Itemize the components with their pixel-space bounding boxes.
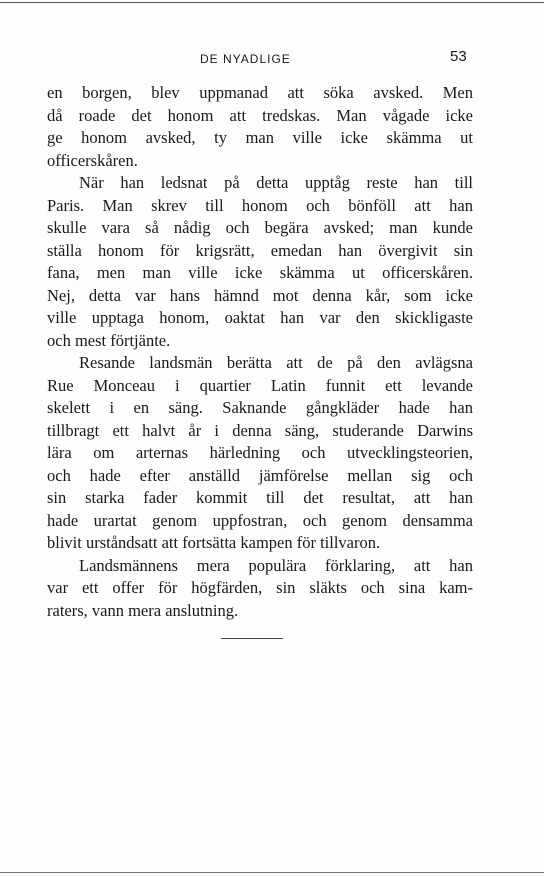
page-number: 53 [450,48,467,65]
text-line: sin starka fader kommit till det resultat, att han [47,488,473,507]
running-head: DE NYADLIGE [200,52,291,66]
text-line: raters, vann mera anslutning. [47,600,239,620]
text-line: och hade efter anställd jämförelse mellan sig och [47,465,473,485]
text-line: lära om arternas härledning och utvecklingsteorien, [47,443,473,462]
text-line: ville upptaga honom, oaktat han var den skickligaste [47,308,473,327]
text-line: Paris. Man skrev till honom och bönföll att han [47,195,473,215]
bottom-edge-rule [0,872,544,873]
section-end-rule [221,638,283,639]
text-line: en borgen, blev uppmanad att söka avsked. Men [47,83,473,102]
text-line: var ett offer för högfärden, sin släkts och sina kam- [47,578,473,597]
text-line: ge honom avsked, ty man ville icke skämma ut [47,128,473,147]
text-line: ställa honom för krigsrätt, emedan han övergivit sin [47,240,473,260]
text-line: Resande landsmän berätta att de på den avlägsna [79,353,473,372]
text-line: skelett i en säng. Saknande gångkläder hade han [47,398,473,417]
text-line: skulle vara så nådig och begära avsked; man kunde [47,218,473,237]
top-edge-rule [0,2,544,3]
text-line: Nej, detta var hans hämnd mot denna kår, som icke [47,285,473,305]
text-line: officerskåren. [47,150,138,170]
text-line: Rue Monceau i quartier Latin funnit ett levande [47,375,473,395]
text-line: då roade det honom att tredskas. Man vågade icke [47,105,473,125]
text-line: och mest förtjänte. [47,330,171,350]
text-line: fana, men man ville icke skämma ut officerskåren. [47,263,473,282]
text-line: tillbragt ett halvt år i denna säng, studerande Darwins [47,420,473,440]
text-line: blivit urståndsatt att fortsätta kampen för tillvaron. [47,533,381,552]
text-line: När han ledsnat på detta upptåg reste han till [79,173,473,192]
text-line: Landsmännens mera populära förklaring, att han [79,555,473,575]
text-line: hade urartat genom uppfostran, och genom densamma [47,510,473,530]
body-text [47,82,473,622]
